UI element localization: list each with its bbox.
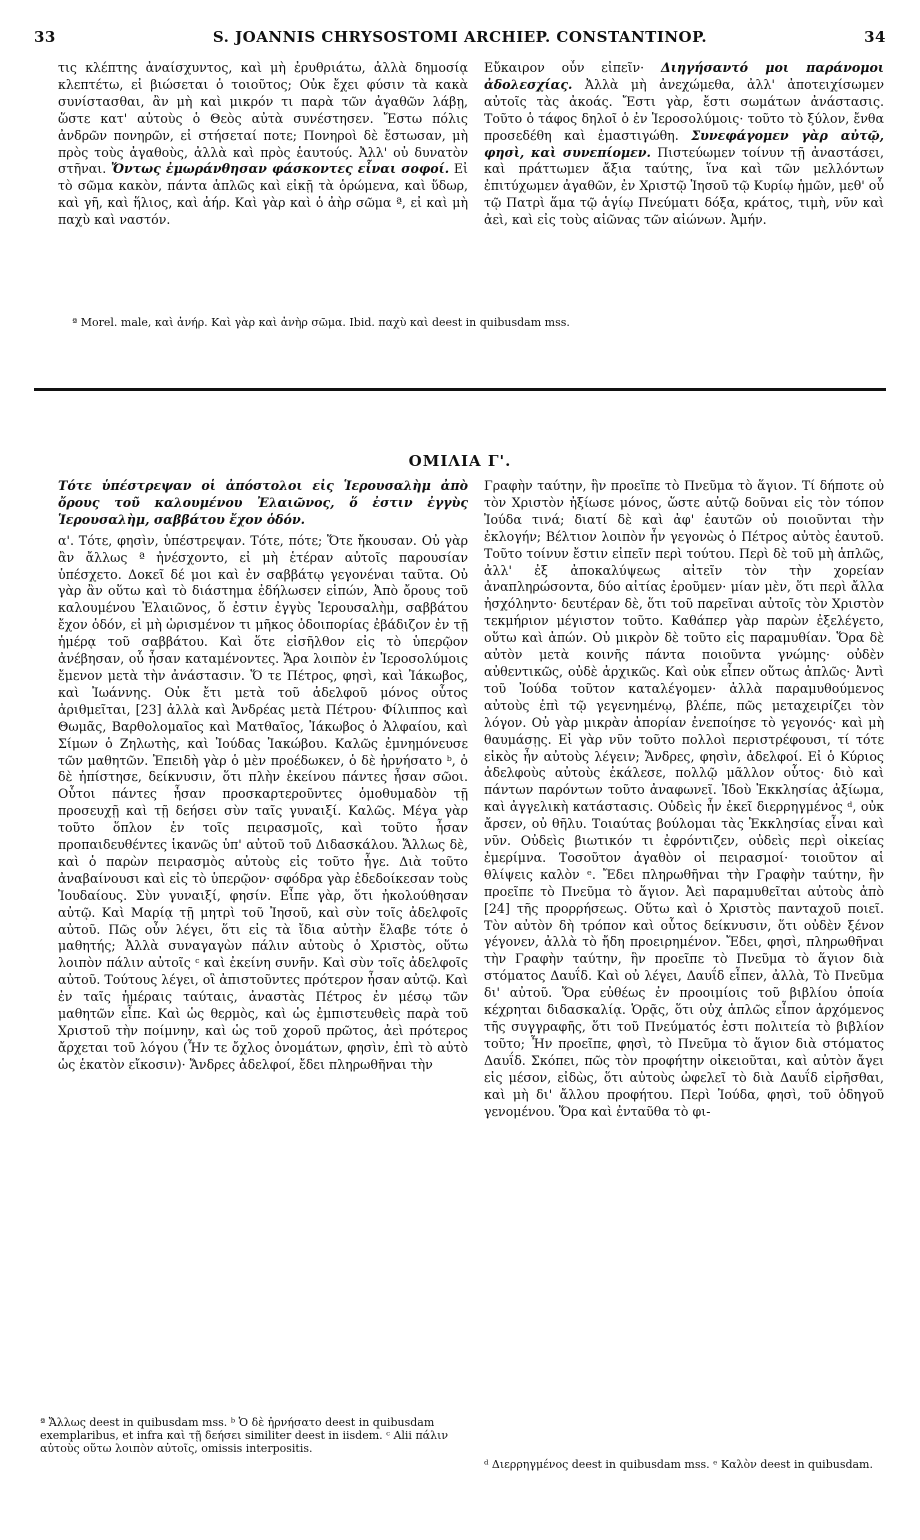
- top-right-quote: Διηγήσαντό μοι παράνομοι ἀδολεσχίας.: [484, 60, 884, 92]
- main-left-body: α'. Τότε, φησὶν, ὑπέστρεψαν. Τότε, πότε; Ὅτε ἤκουσαν. Οὐ γὰρ ἂν ἄλλως ª ἠνέσχοντο, εἰ μὴ ἑτέραν αὐτοῖς παρουσίαν ὑπέσχετο. Δοκεῖ δέ μοι καὶ ἐν σαββάτῳ γεγονέναι ταῦτα. Οὐ γὰρ ἂν οὕτω καὶ τὸ διάστημα ἐδήλωσεν εἰπών, Ἀπὸ ὄρους τοῦ καλουμένου Ἐλαιῶνος, ὅ ἐστιν ἐγγὺς Ἱερουσαλὴμ, σαββάτου ἔχον ὁδόν, εἰ μὴ ὡρισμένον τι μῆκος ὁδοιπορίας ἐβάδιζον ἐν τῇ ἡμέρᾳ τοῦ σαββάτου. Καὶ ὅτε εἰσῆλθον εἰς τὸ ὑπερῷον ἀνέβησαν, οὗ ἦσαν καταμένοντες. Ἄρα λοιπὸν ἐν Ἱεροσολύμοις ἔμενον μετὰ τὴν ἀνάστασιν. Ὅ τε Πέτρος, φησὶ, καὶ Ἰάκωβος, καὶ Ἰωάννης. Οὐκ ἔτι μετὰ τοῦ ἀδελφοῦ μόνος οὗτος ἀριθμεῖται, [23] ἀλλὰ καὶ Ἀνδρέας μετὰ Πέτρου· Φίλιππος καὶ Θωμᾶς, Βαρθολομαῖος καὶ Ματθαῖος, Ἰάκωβος ὁ Ἀλφαίου, καὶ Σίμων ὁ Ζηλωτὴς, καὶ Ἰούδας Ἰακώβου. Καλῶς ἐμνημόνευσε τῶν μαθητῶν. Ἐπειδὴ γὰρ ὁ μὲν προέδωκεν, ὁ δὲ ἠρνήσατο ᵇ, ὁ δὲ ἠπίστησε, δείκνυσιν, ὅτι πλὴν ἐκείνου πάντες ἦσαν σῶοι. Οὗτοι πάντες ἦσαν προσκαρτεροῦντες ὁμοθυμαδὸν τῇ προσευχῇ καὶ τῇ δεήσει σὺν ταῖς γυναιξί. Καλῶς. Μέγα γὰρ τοῦτο ὅπλον ἐν τοῖς πειρασμοῖς, καὶ τοῦτο ἦσαν προπαιδευθέντες ἱκανῶς ὑπ' αὐτοῦ τοῦ Διδασκάλου. Ἄλλως δὲ, καὶ ὁ παρὼν πειρασμὸς αὐτοὺς εἰς τοῦτο ἦγε. Διὰ τοῦτο ἀναβαίνουσι καὶ εἰς τὸ ὑπερῷον· σφόδρα γὰρ ἐδεδοίκεσαν τοὺς Ἰουδαίους. Σὺν γυναιξί, φησίν. Εἶπε γὰρ, ὅτι ἠκολούθησαν αὐτῷ. Καὶ Μαρίᾳ τῇ μητρὶ τοῦ Ἰησοῦ, καὶ σὺν τοῖς ἀδελφοῖς αὐτοῦ. Πῶς οὖν λέγει, ὅτι εἰς τὰ ἴδια αὐτὴν ἔλαβε τότε ὁ μαθητής; Ἀλλὰ συναγαγὼν πάλιν αὐτοὺς ὁ Χριστὸς, οὕτω λοιπὸν πάλιν αὐτοῖς ᶜ καὶ ἐκείνη συνῆν. Καὶ σὺν τοῖς ἀδελφοῖς αὐτοῦ. Τούτους λέγει, οἳ ἀπιστοῦντες πρότερον ἦσαν αὐτῷ. Καὶ ἐν ταῖς ἡμέραις ταύταις, ἀναστὰς Πέτρος ἐν μέσῳ τῶν μαθητῶν εἶπε. Καὶ ὡς θερμὸς, καὶ ὡς ἐμπιστευθεὶς παρὰ τοῦ Χριστοῦ τὴν ποίμνην, καὶ ὡς τοῦ χοροῦ πρῶτος, ἀεὶ πρότερος ἄρχεται τοῦ λόγου (Ἦν τε ὄχλος ὀνομάτων, φησὶν, ἐπὶ τὸ αὐτὸ ὡς ἑκατὸν εἴκοσιν)· Ἄνδρες ἀδελφοί, ἔδει πληρωθῆναι τὴν: [58, 532, 468, 1072]
- main-right-body: Γραφὴν ταύτην, ἣν προεῖπε τὸ Πνεῦμα τὸ ἅγιον. Τί δήποτε οὐ τὸν Χριστὸν ἠξίωσε μόνος, ὥστε αὐτῷ δοῦναι εἰς τὸν τόπον Ἰούδα τινά; διατί δὲ καὶ ἀφ' ἑαυτῶν οὐ ποιοῦνται τὴν ἐκλογήν; Βέλτιον λοιπὸν ἦν γεγονὼς ὁ Πέτρος αὐτὸς ἑαυτοῦ. Τοῦτο τοίνυν ἔστιν εἰπεῖν περὶ τούτου. Περὶ δὲ τοῦ μὴ ἁπλῶς, ἀλλ' ἐξ ἀποκαλύψεως αἰτεῖν τὸν τὴν χορείαν ἀναπληρώσοντα, δύο αἰτίας ἐροῦμεν· μίαν μὲν, ὅτι περὶ ἄλλα ἠσχόληντο· δευτέραν δὲ, ὅτι τοῦ παρεῖναι αὐτοῖς τὸν Χριστὸν τεκμήριον μέγιστον τοῦτο. Καθάπερ γὰρ παρὼν ἐξελέγετο, οὕτω καὶ ἀπών. Οὐ μικρὸν δὲ τοῦτο εἰς παραμυθίαν. Ὅρα δὲ αὐτὸν μετὰ κοινῆς πάντα ποιοῦντα γνώμης· οὐδὲν αὐθεντικῶς, οὐδὲ ἀρχικῶς. Καὶ οὐκ εἶπεν οὕτως ἁπλῶς· Ἀντὶ τοῦ Ἰούδα τοῦτον καταλέγομεν· ἀλλὰ παραμυθούμενος αὐτοὺς ἐπὶ τῷ γεγενημένῳ, βλέπε, πῶς μεταχειρίζει τὸν λόγον. Οὐ γὰρ μικρὰν ἀπορίαν ἐνεποίησε τὸ γεγονός· καὶ μὴ θαυμάσῃς. Εἰ γὰρ νῦν τοῦτο πολλοὶ περιστρέφουσι, τί τότε εἰκὸς ἦν αὐτοὺς λέγειν; Ἄνδρες, φησὶν, ἀδελφοί. Εἰ ὁ Κύριος ἀδελφοὺς αὐτοὺς ἐκάλεσε, πολλῷ μᾶλλον οὗτος· διὸ καὶ πάντων παρόντων τοῦτο ἀναφωνεῖ. Ἰδοὺ Ἐκκλησίας ἀξίωμα, καὶ ἀγγελικὴ κατάστασις. Οὐδεὶς ἦν ἐκεῖ διερρηγμένος ᵈ, οὐκ ἄρσεν, οὐ θῆλυ. Τοιαύτας βούλομαι τὰς Ἐκκλησίας εἶναι καὶ νῦν. Οὐδεὶς βιωτικόν τι ἐφρόντιζεν, οὐδεὶς περὶ οἰκείας ἐμερίμνα. Τοσοῦτον ἀγαθὸν οἱ πειρασμοί· τοιοῦτον αἱ θλίψεις καλὸν ᵉ. Ἔδει πληρωθῆναι τὴν Γραφὴν ταύτην, ἣν προεῖπε τὸ Πνεῦμα τὸ ἅγιον. Ἀεὶ παραμυθεῖται αὐτοὺς ἀπὸ [24] τῆς προρρήσεως. Οὕτω καὶ ὁ Χριστὸς πανταχοῦ ποιεῖ. Τὸν αὐτὸν δὴ τρόπον καὶ οὗτος δείκνυσιν, ὅτι οὐδὲν ξένον γέγονεν, ἀλλὰ τὸ ἤδη προειρημένον. Ἔδει, φησὶ, πληρωθῆναι τὴν Γραφὴν ταύτην, ἣν προεῖπε τὸ Πνεῦμα τὸ ἅγιον διὰ στόματος Δαυΐδ. Καὶ οὐ λέγει, Δαυΐδ εἶπεν, ἀλλὰ, Τὸ Πνεῦμα δι' αὐτοῦ. Ὅρα εὐθέως ἐν προοιμίοις τοῦ βιβλίου ὁποία κέχρηται διδασκαλίᾳ. Ὁρᾷς, ὅτι οὐχ ἁπλῶς εἶπον ἀρχόμενος τῆς συγγραφῆς, ὅτι τοῦ Πνεύματός ἐστι πολιτεία τὸ βιβλίον τοῦτο; Ἦν προεῖπε, φησὶ, τὸ Πνεῦμα τὸ ἅγιον διὰ στόματος Δαυΐδ. Σκόπει, πῶς τὸν προφήτην οἰκειοῦται, καὶ αὐτὸν ἄγει εἰς μέσον, εἰδὼς, ὅτι αὐτοὺς ὠφελεῖ τὸ διὰ Δαυΐδ εἰρῆσθαι, καὶ μὴ δι' ἄλλου προφήτου. Περὶ Ἰούδα, φησὶ, τοῦ ὁδηγοῦ γενομένου. Ὅρα καὶ ἐνταῦθα τὸ φι-: [484, 478, 884, 1119]
- footnotes-right: ᵈ Διερρηγμένος deest in quibusdam mss. ᵉ Καλὸν deest in quibusdam.: [484, 1458, 873, 1471]
- page-header: [34, 28, 886, 52]
- top-right-text-2: Ἀλλὰ μὴ ἀνεχώμεθα, ἀλλ' ἀποτειχίσωμεν αὐτοῖς τὰς ἀκοάς. Ἔστι γὰρ, ἔστι σωμάτων ἀνάστασις. Τοῦτο ὁ τάφος δηλοῖ ὁ ἐν Ἱεροσολύμοις· τοῦτο τὸ ξύλον, ἔνθα προσεδέθη καὶ ἐμαστιγώθη.: [484, 76, 884, 143]
- top-left-column: [58, 60, 468, 300]
- top-right-text: Εὔκαιρον οὖν εἰπεῖν·: [484, 60, 645, 75]
- top-left-quote: Ὄντως ἐμωράνθησαν φάσκοντες εἶναι σοφοί.: [110, 161, 450, 177]
- top-left-text-2: Εἰ τὸ σῶμα κακὸν, πάντα ἁπλῶς καὶ εἰκῇ τὰ ὁρώμενα, καὶ ὕδωρ, καὶ γῆ, καὶ ἥλιος, καὶ ἀήρ. Καὶ γὰρ καὶ ὁ ἀὴρ σῶμα ª, εἰ καὶ μὴ παχὺ καὶ ναστόν.: [58, 161, 468, 228]
- top-right-column: [484, 60, 884, 300]
- main-right-column: [484, 478, 884, 1408]
- scripture-lead: Τότε ὑπέστρεψαν οἱ ἀπόστολοι εἰς Ἱερουσαλὴμ ἀπὸ ὄρους τοῦ καλουμένου Ἐλαιῶνος, ὅ ἐστιν ἐγγὺς Ἱερουσαλὴμ, σαββάτου ἔχον ὁδόν.: [58, 478, 468, 527]
- main-left-column: [58, 478, 468, 1408]
- top-right-paragraph: [484, 60, 884, 229]
- running-title: S. JOANNIS CHRYSOSTOMI ARCHIEP. CONSTANTINOP.: [212, 28, 708, 46]
- footnote-top: ª Morel. male, καὶ ἀνήρ. Καὶ γὰρ καὶ ἀνὴρ σῶμα. Ibid. παχὺ καὶ deest in quibusdam mss.: [72, 316, 570, 329]
- top-left-text: τις κλέπτης ἀναίσχυντος, καὶ μὴ ἐρυθριάτω, ἀλλὰ δημοσίᾳ κλεπτέτω, εἰ βιώσεται ὁ τοιοῦτος; Οὐκ ἔχει φύσιν τὰ κακὰ συνίστασθαι, ἂν μὴ καὶ μικρόν τι παρὰ τῶν ἀγαθῶν λάβῃ, ὥστε κατ' αὐτοὺς ὁ Θεὸς αὐτὰ συνέστησεν. Ἔστω πόλις ἀνδρῶν πονηρῶν, εἰ στήσεταί ποτε; Πονηροὶ δὲ ἔστωσαν, μὴ πρὸς τοὺς ἀγαθοὺς, ἀλλὰ καὶ πρὸς ἑαυτούς. Ἀλλ' οὐ δυνατὸν στῆναι.: [58, 60, 468, 177]
- top-left-paragraph: [58, 60, 468, 229]
- footnotes-left: ª Ἄλλως deest in quibusdam mss. ᵇ Ὁ δὲ ἠρνήσατο deest in quibusdam exemplaribus, et infra καὶ τῇ δεήσει similiter deest in iisdem. ᶜ Alii πάλιν αὐτοὺς οὕτω λοιπὸν αὐτοῖς, omissis interpositis.: [40, 1416, 449, 1455]
- top-right-quote-2: Συνεφάγομεν γὰρ αὐτῷ, φησὶ, καὶ συνεπίομεν.: [484, 127, 884, 160]
- homily-title: ΟΜΙΛΙΑ Γ'.: [408, 452, 512, 470]
- top-right-text-3: Πιστεύωμεν τοίνυν τῇ ἀναστάσει, καὶ πράττωμεν ἄξια ταύτης, ἵνα καὶ τῶν μελλόντων ἐπιτύχωμεν ἀγαθῶν, ἐν Χριστῷ Ἰησοῦ τῷ Κυρίῳ ἡμῶν, μεθ' οὗ τῷ Πατρὶ ἅμα τῷ ἁγίῳ Πνεύματι δόξα, κράτος, τιμὴ, νῦν καὶ ἀεὶ, καὶ εἰς τοὺς αἰῶνας τῶν αἰώνων. Ἀμήν.: [484, 144, 884, 228]
- page-number-right: 34: [864, 28, 886, 46]
- section-divider: [34, 388, 886, 391]
- page-number-left: 33: [34, 28, 56, 46]
